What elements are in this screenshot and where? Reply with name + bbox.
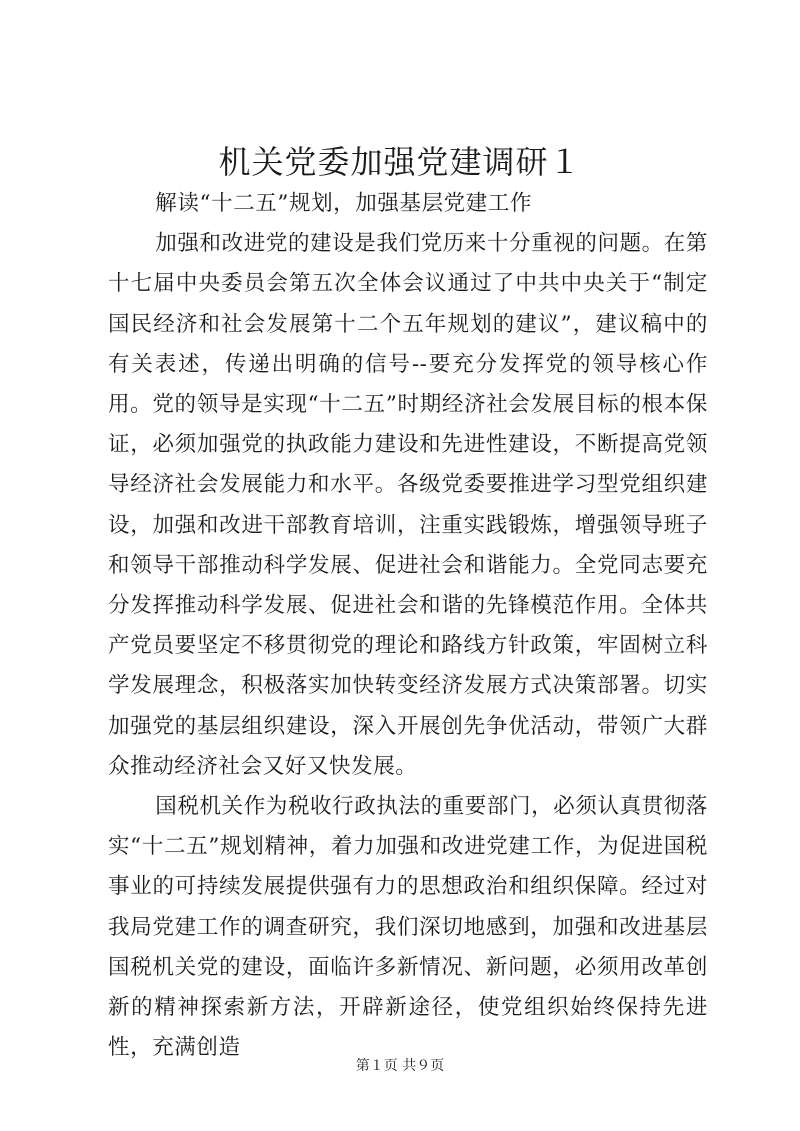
document-title: 机关党委加强党建调研１ xyxy=(218,143,582,181)
paragraph-subtitle: 解读“十二五”规划，加强基层党建工作 xyxy=(155,191,533,216)
page-footer: 第１页 共９页 xyxy=(355,1058,445,1074)
paragraph-2: 国税机关作为税收行政执法的重要部门，必须认真贯彻落实“十二五”规划精神，着力加强和改进党建工作，为促进国税事业的可持续发展提供强有力的思想政治和组织保障。经过对我局党建工作的调查研究，我们深切地感到，加强和改进基层国税机关党的建设，面临许多新情况、新问题，必须用改革创新的精神探索新方法，开辟新途径，使党组织始终保持先进性，充满创造 xyxy=(108,794,708,1061)
paragraph-1: 加强和改进党的建设是我们党历来十分重视的问题。在第十七届中央委员会第五次全体会议通过了中共中央关于“制定国民经济和社会发展第十二个五年规划的建议”，建议稿中的有关表述，传递出明确的信号--要充分发挥党的领导核心作用。党的领导是实现“十二五”时期经济社会发展目标的根本保证，必须加强党的执政能力建设和先进性建设，不断提高党领导经济社会发展能力和水平。各级党委要推进学习型党组织建设，加强和改进干部教育培训，注重实践锻炼，增强领导班子和领导干部推动科学发展、促进社会和谐能力。全党同志要充分发挥推动科学发展、促进社会和谐的先锋模范作用。全体共产党员要坚定不移贯彻党的理论和路线方针政策，牢固树立科学发展理念，积极落实加快转变经济发展方式决策部署。切实加强党的基层组织建设，深入开展创先争优活动，带领广大群众推动经济社会又好又快发展。 xyxy=(108,231,708,779)
document-body xyxy=(108,184,708,1068)
